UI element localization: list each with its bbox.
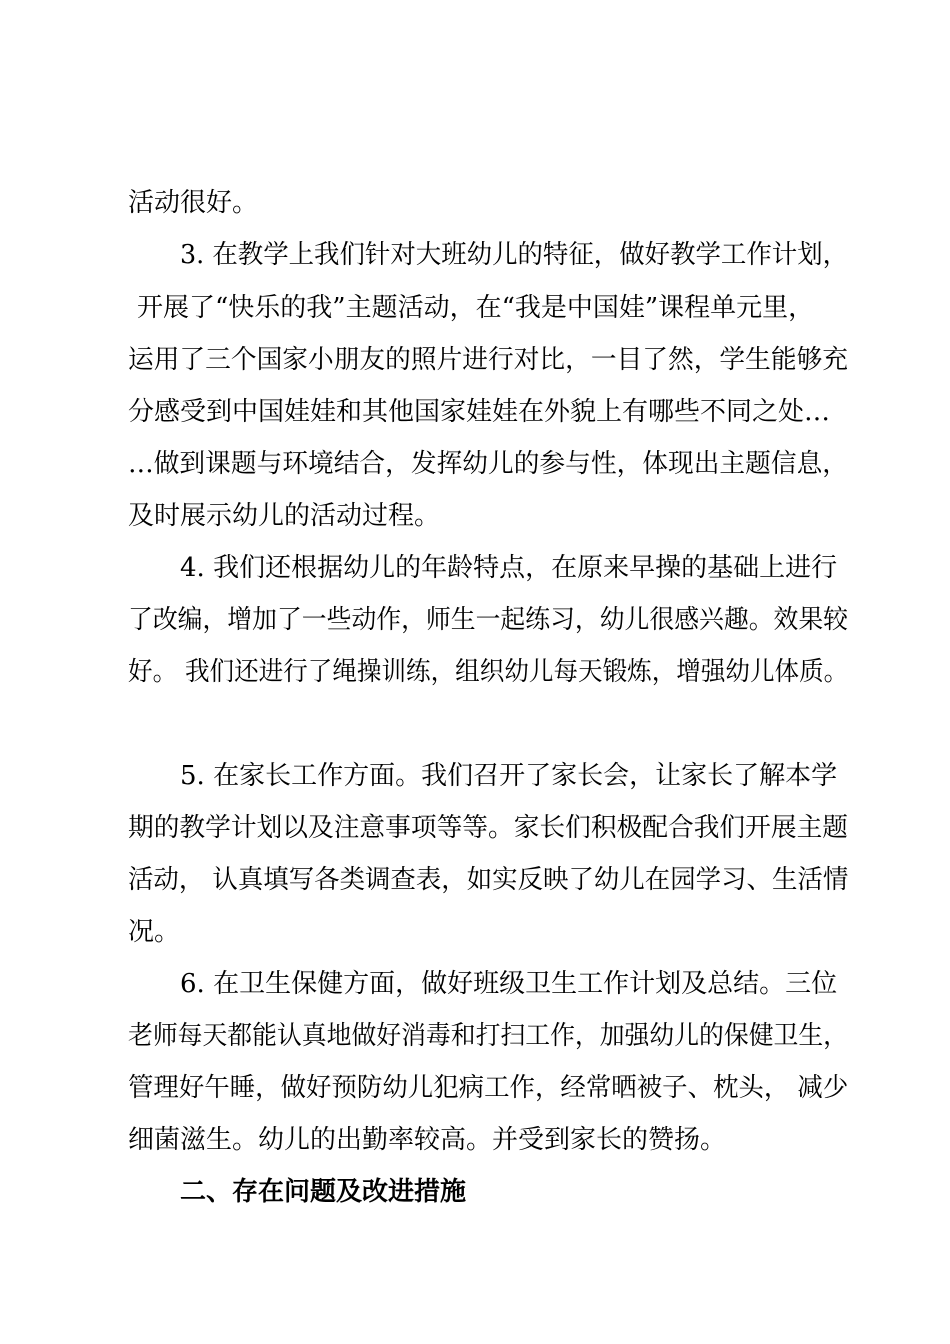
text-line-4: 运用了三个国家小朋友的照片进行对比，一目了然，学生能够充 <box>128 345 849 375</box>
text-line-17: 管理好午睡，做好预防幼儿犯病工作，经常晒被子、枕头， 减少 <box>128 1073 849 1103</box>
text-line-1: 活动很好。 <box>128 188 259 218</box>
text-line-5: 分感受到中国娃娃和其他国家娃娃在外貌上有哪些不同之处… <box>128 397 831 427</box>
text-line-15: 6. 在卫生保健方面，做好班级卫生工作计划及总结。三位 <box>180 969 838 999</box>
text-line-2: 3. 在教学上我们针对大班幼儿的特征，做好教学工作计划， <box>180 240 849 270</box>
text-line-16: 老师每天都能认真地做好消毒和打扫工作，加强幼儿的保健卫生， <box>128 1021 849 1051</box>
text-line-9: 了改编，增加了一些动作，师生一起练习，幼儿很感兴趣。效果较 <box>128 605 849 635</box>
text-line-3: 开展了“快乐的我”主题活动，在“我是中国娃”课程单元里， <box>137 293 815 323</box>
text-line-18: 细菌滋生。幼儿的出勤率较高。并受到家长的赞扬。 <box>128 1125 727 1155</box>
section-heading: 二、存在问题及改进措施 <box>180 1177 467 1207</box>
text-line-6: …做到课题与环境结合，发挥幼儿的参与性，体现出主题信息， <box>128 449 849 479</box>
text-line-13: 活动， 认真填写各类调查表，如实反映了幼儿在园学习、生活情 <box>128 865 849 895</box>
text-line-14: 况。 <box>128 917 181 947</box>
text-line-11: 5. 在家长工作方面。我们召开了家长会，让家长了解本学 <box>180 761 838 791</box>
text-line-8: 4. 我们还根据幼儿的年龄特点，在原来早操的基础上进行 <box>180 553 838 583</box>
text-line-10: 好。 我们还进行了绳操训练，组织幼儿每天锻炼，增强幼儿体质。 <box>128 657 849 687</box>
text-line-7: 及时展示幼儿的活动过程。 <box>128 501 441 531</box>
text-line-12: 期的教学计划以及注意事项等等。家长们积极配合我们开展主题 <box>128 813 849 843</box>
